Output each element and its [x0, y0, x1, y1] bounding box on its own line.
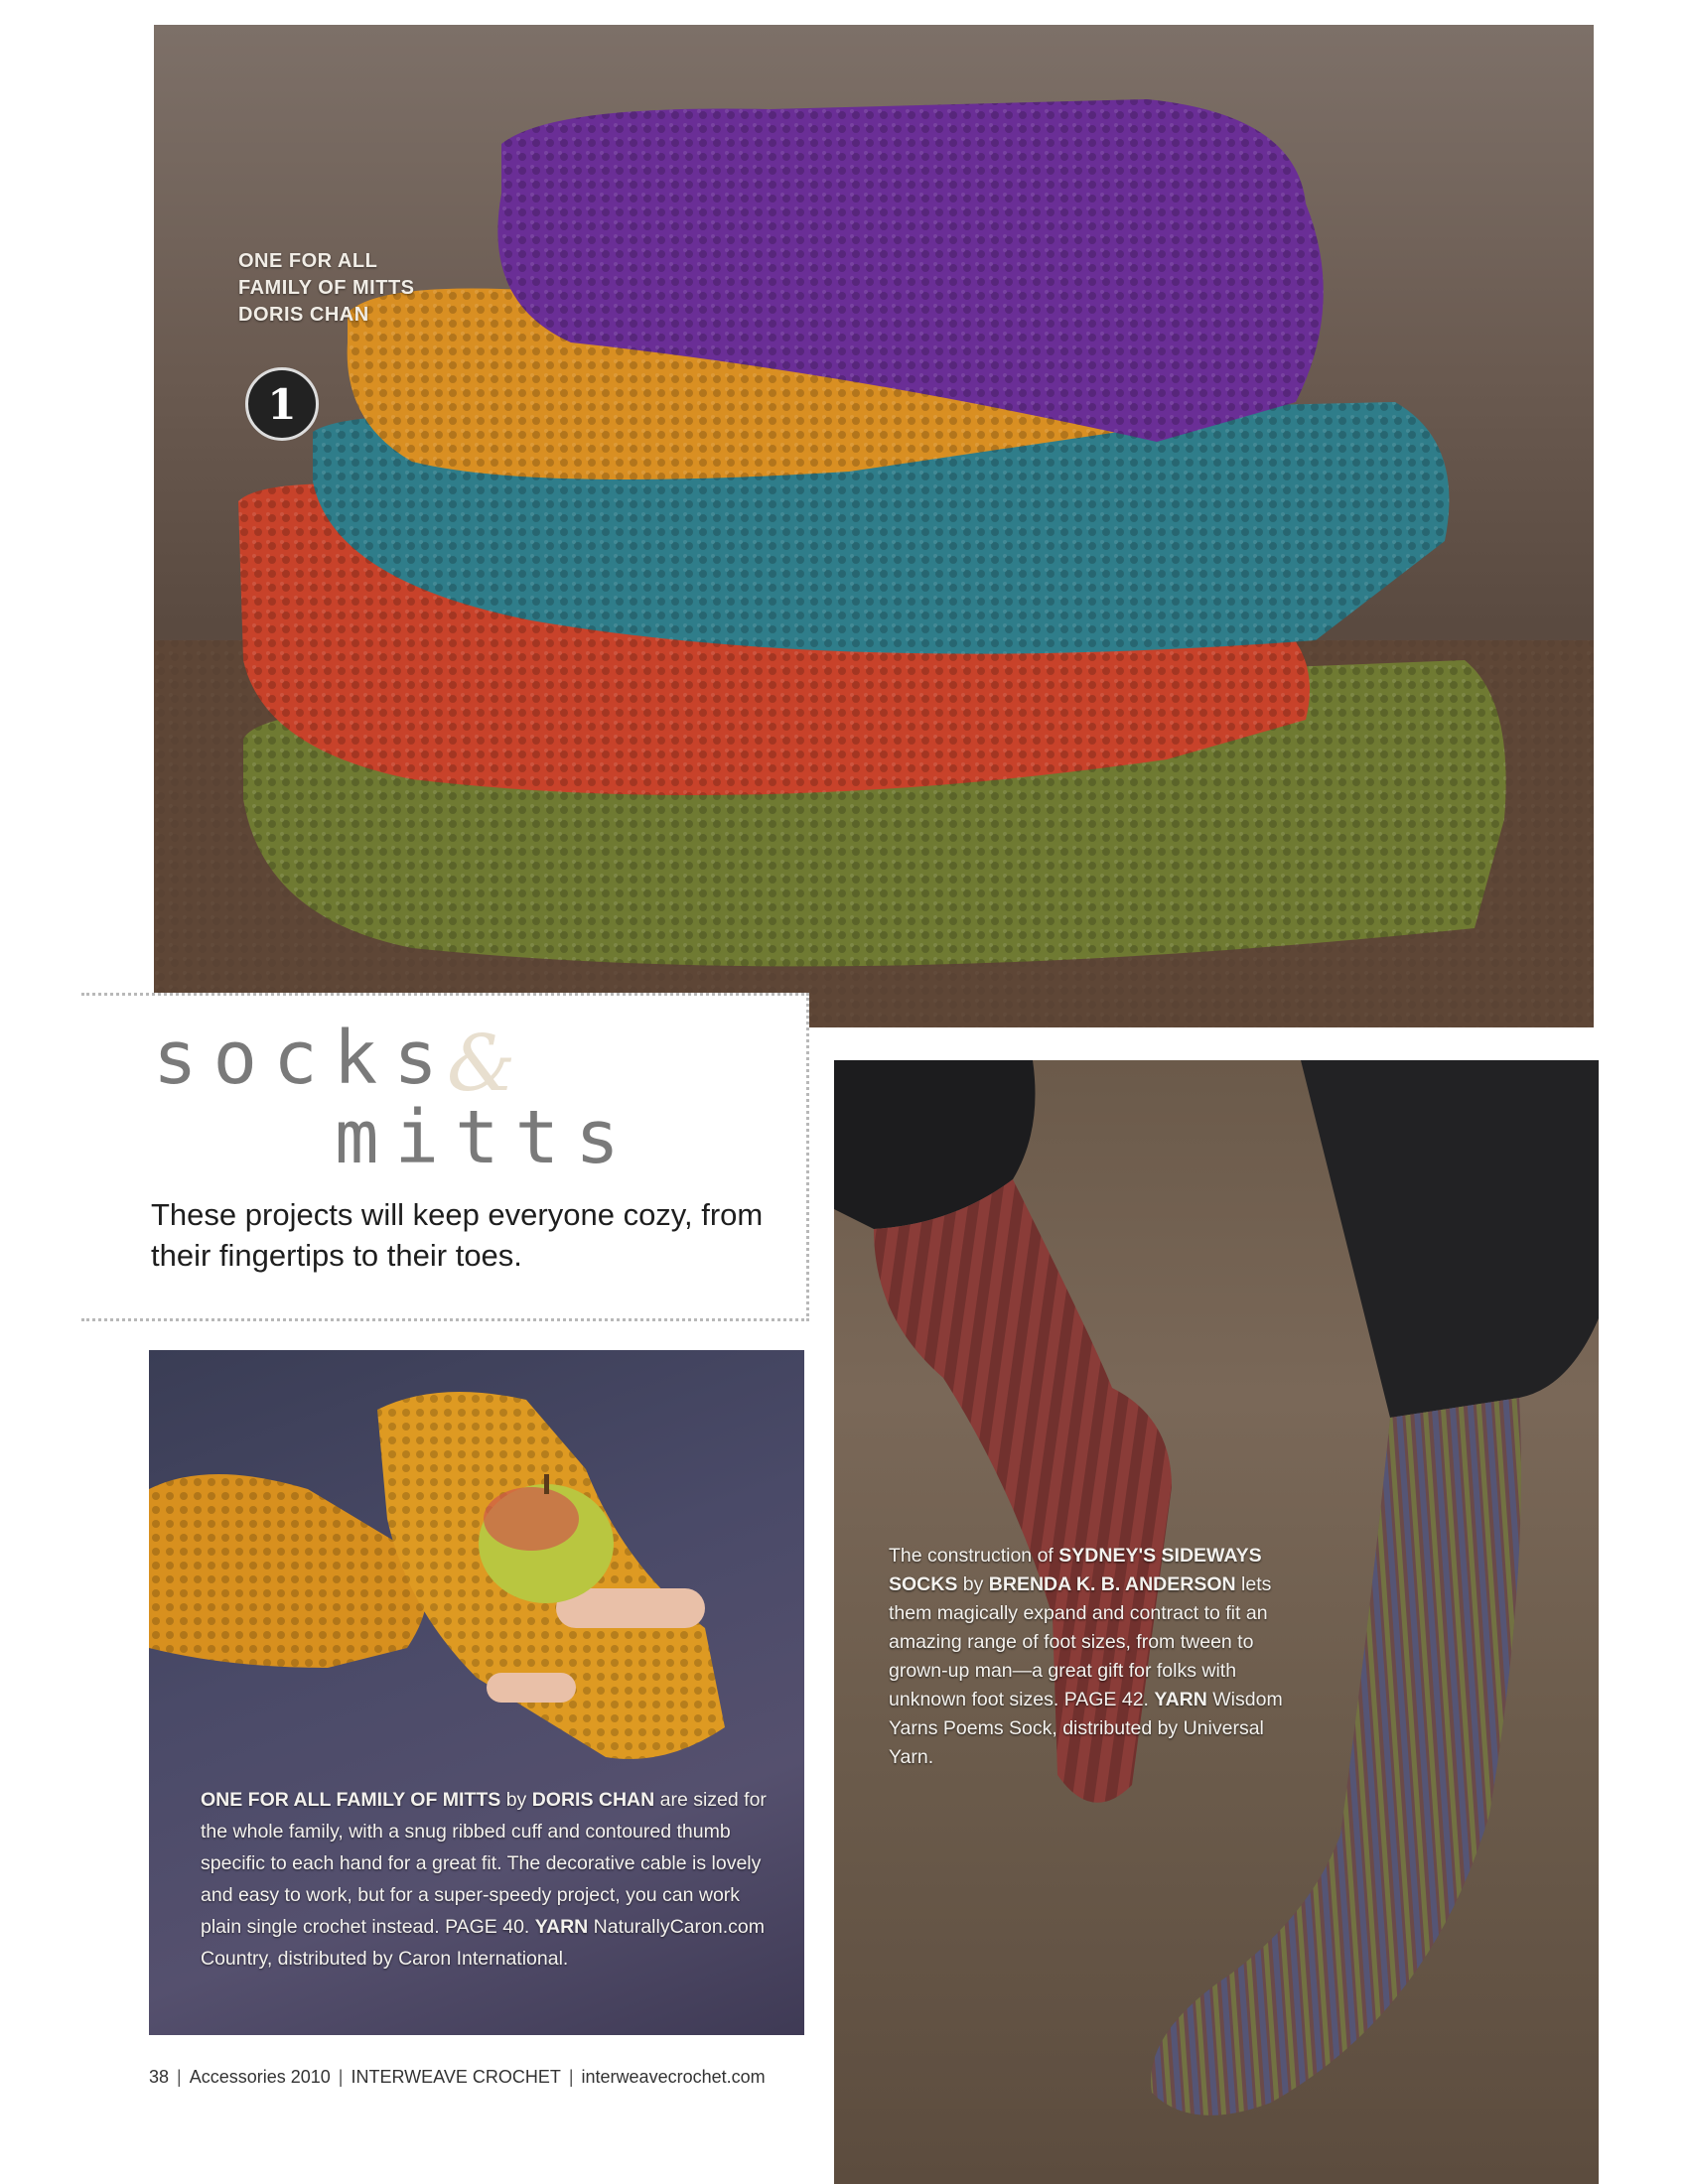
- hero-caption-line: FAMILY OF MITTS: [238, 277, 415, 299]
- socks-photo: [834, 1060, 1599, 2184]
- page-footer: [149, 2067, 766, 2088]
- skill-level-badge: [245, 367, 319, 441]
- footer-magazine: INTERWEAVE CROCHET: [351, 2067, 561, 2087]
- socks-yarn: Wisdom Yarns Poems Sock, distributed by Universal Yarn.: [889, 1689, 1283, 1768]
- title-word-socks: socks: [153, 1016, 454, 1101]
- footer-separator: |: [177, 2067, 182, 2087]
- socks-caption-lead: The construction of: [889, 1545, 1059, 1567]
- mitts-caption: [201, 1784, 776, 1975]
- hero-caption: [238, 248, 415, 329]
- socks-page-ref: PAGE 42.: [1063, 1689, 1155, 1710]
- socks-caption: [889, 1542, 1306, 1772]
- footer-website-link[interactable]: interweavecrochet.com: [581, 2067, 766, 2087]
- title-word-mitts: mitts: [335, 1095, 635, 1180]
- socks-yarn-label: YARN: [1154, 1689, 1213, 1710]
- socks-designer: BRENDA K. B. ANDERSON: [988, 1573, 1242, 1595]
- intro-text: These projects will keep everyone cozy, from their fingertips to their toes.: [151, 1197, 764, 1273]
- page-number: 38: [149, 2067, 170, 2087]
- footer-separator: |: [338, 2067, 344, 2087]
- title-box: [81, 993, 809, 1321]
- hero-caption-line: ONE FOR ALL: [238, 250, 378, 272]
- socks-caption-by: by: [962, 1573, 989, 1595]
- mitts-stack-illustration: [154, 25, 1594, 1027]
- mitts-project-title: ONE FOR ALL FAMILY OF MITTS: [201, 1789, 506, 1811]
- skill-level-number: 1: [267, 379, 297, 429]
- mitts-caption-by: by: [505, 1789, 532, 1811]
- title-ampersand: &: [447, 1020, 516, 1109]
- hero-caption-line: DORIS CHAN: [238, 304, 369, 326]
- footer-issue: Accessories 2010: [189, 2067, 331, 2087]
- socks-project-title: SYDNEY'S SIDEWAYS SOCKS: [889, 1545, 1262, 1595]
- mitts-designer: DORIS CHAN: [531, 1789, 660, 1811]
- mitts-caption-body: are sized for the whole family, with a snug ribbed cuff and contoured thumb specific to each hand for a great fit. The decorative cable is lovely and easy to work, but for a super-speedy project, you can work plain single crochet instead.: [201, 1789, 767, 1938]
- mitts-page-ref: PAGE 40.: [445, 1916, 535, 1938]
- socks-caption-body: lets them magically expand and contract to fit an amazing range of foot sizes, from tween to grown-up man—a great gift for folks with unknown foot sizes.: [889, 1573, 1272, 1710]
- footer-separator: |: [568, 2067, 574, 2087]
- hero-photo: [154, 25, 1594, 1027]
- mitts-yarn-label: YARN: [534, 1916, 594, 1938]
- mitts-photo: [149, 1350, 804, 2035]
- mitts-yarn: NaturallyCaron.com Country, distributed by Caron International.: [201, 1916, 765, 1970]
